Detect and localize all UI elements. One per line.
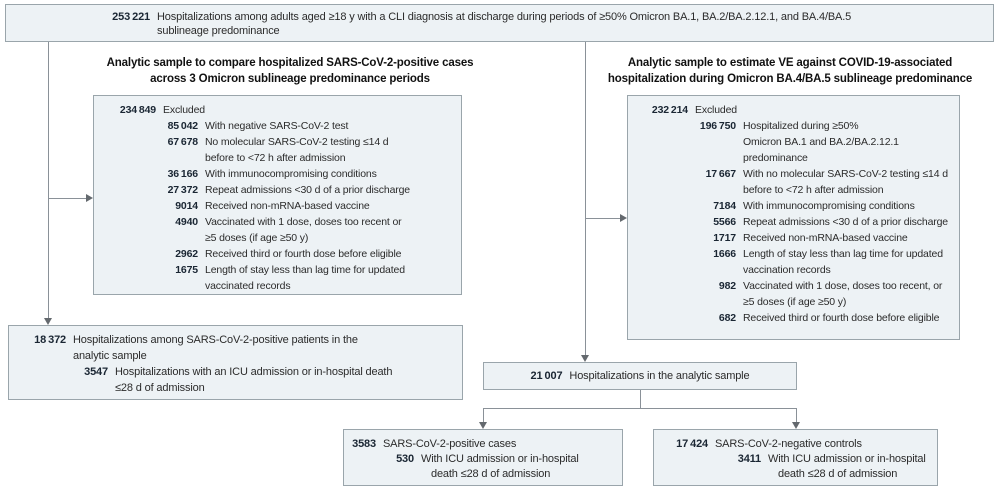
arrowhead-down-controls-icon [792, 422, 800, 429]
analytic-count: 21 007 [530, 370, 563, 382]
excl-reason: Repeat admissions <30 d of a prior discharge [743, 216, 948, 228]
excl-reason-cont: before to <72 h after admission [205, 152, 346, 164]
controls-count: 17 424 [676, 438, 708, 450]
connector-right-vertical [585, 42, 586, 355]
total-label-line2: sublineage predominance [157, 25, 280, 37]
cases-sub-label: With ICU admission or in-hospital [421, 453, 579, 465]
right-header-line1: Analytic sample to estimate VE against COVID-19-associated [627, 57, 953, 69]
excl-count: 1717 [713, 232, 736, 244]
left-excluded-count: 234 849 [119, 104, 156, 116]
excl-reason: Hospitalized during ≥50% [743, 120, 859, 132]
left-excluded-box [93, 95, 462, 295]
left-excluded-label: Excluded [163, 104, 205, 116]
excl-reason-cont: vaccination records [743, 264, 831, 276]
left-result-sub-label: Hospitalizations with an ICU admission or in-hospital death [115, 366, 393, 378]
excl-reason: Received third or fourth dose before eligible [205, 248, 402, 260]
excl-count: 1666 [713, 248, 736, 260]
excl-count: 196 750 [699, 120, 736, 132]
connector-analytic-stub [640, 390, 641, 408]
excl-count: 682 [718, 312, 736, 324]
analytic-label: Hospitalizations in the analytic sample [569, 370, 750, 382]
excl-reason-cont: before to <72 h after admission [743, 184, 884, 196]
excl-reason: With immunocompromising conditions [205, 168, 377, 180]
left-header-line2: across 3 Omicron sublineage predominance periods [150, 72, 430, 85]
excl-reason: Length of stay less than lag time for updated [743, 248, 943, 260]
excl-reason: Received non-mRNA-based vaccine [205, 200, 370, 212]
left-result-sub-label-cont: ≤28 d of admission [115, 382, 205, 394]
excl-count: 85 042 [167, 120, 198, 132]
excl-count: 67 678 [167, 136, 198, 148]
connector-cases-stub [483, 408, 484, 422]
excl-count: 1675 [175, 264, 198, 276]
excl-reason-cont: ≥5 doses (if age ≥50 y) [205, 232, 309, 244]
excl-reason: With no molecular SARS-CoV-2 testing ≤14 d [743, 168, 948, 180]
cases-count: 3583 [352, 438, 376, 450]
controls-label: SARS-CoV-2-negative controls [715, 438, 862, 450]
connector-left-vertical [48, 42, 49, 318]
left-header-line1: Analytic sample to compare hospitalized SARS-CoV-2-positive cases [106, 57, 474, 69]
connector-right-branch [585, 218, 620, 219]
right-column-header [585, 56, 995, 87]
left-result-label: Hospitalizations among SARS-CoV-2-positive patients in the [73, 334, 358, 346]
connector-split-horizontal [483, 408, 796, 409]
excl-reason-cont: predominance [743, 152, 808, 164]
excl-reason-cont: Omicron BA.1 and BA.2/BA.2.12.1 [743, 136, 899, 148]
arrowhead-right-right-icon [620, 214, 627, 222]
excl-reason: No molecular SARS-CoV-2 testing ≤14 d [205, 136, 389, 148]
excl-reason: Received third or fourth dose before eligible [743, 312, 940, 324]
left-result-count: 18 372 [34, 334, 66, 346]
total-count: 253 221 [112, 11, 150, 23]
excl-count: 17 667 [705, 168, 736, 180]
left-column-header [55, 56, 525, 87]
excl-reason-cont: vaccinated records [205, 280, 291, 292]
excl-reason: Repeat admissions <30 d of a prior discharge [205, 184, 410, 196]
right-excluded-count: 232 214 [651, 104, 688, 116]
cases-label: SARS-CoV-2-positive cases [383, 438, 517, 450]
arrowhead-down-left-icon [44, 318, 52, 325]
controls-sub-label: With ICU admission or in-hospital [768, 453, 926, 465]
excl-count: 982 [718, 280, 736, 292]
controls-sub-count: 3411 [737, 453, 761, 465]
right-excluded-box [627, 95, 960, 340]
positive-cases-box [343, 429, 623, 486]
arrowhead-down-right-icon [581, 355, 589, 362]
cases-sub-label-cont: death ≤28 d of admission [431, 468, 551, 480]
cases-sub-count: 530 [396, 453, 414, 465]
excl-count: 2962 [175, 248, 198, 260]
excl-count: 5566 [713, 216, 736, 228]
excl-reason: With negative SARS-CoV-2 test [205, 120, 349, 132]
excl-reason: Vaccinated with 1 dose, doses too recent, or [743, 280, 943, 292]
connector-left-branch [48, 198, 86, 199]
negative-controls-box [653, 429, 938, 486]
excl-reason: With immunocompromising conditions [743, 200, 915, 212]
left-result-label-cont: analytic sample [73, 350, 147, 362]
excl-reason: Vaccinated with 1 dose, doses too recent or [205, 216, 402, 228]
right-header-line2: hospitalization during Omicron BA.4/BA.5 sublineage predominance [607, 72, 973, 85]
left-result-sub-count: 3547 [84, 366, 108, 378]
excl-count: 27 372 [167, 184, 198, 196]
analytic-sample-box [483, 362, 797, 390]
excl-count: 36 166 [167, 168, 198, 180]
controls-sub-label-cont: death ≤28 d of admission [778, 468, 898, 480]
right-excluded-label: Excluded [695, 104, 737, 116]
total-hospitalizations-box [5, 4, 994, 42]
excl-reason-cont: ≥5 doses (if age ≥50 y) [743, 296, 847, 308]
connector-controls-stub [796, 408, 797, 422]
left-analytic-sample-box [8, 325, 463, 400]
excl-count: 7184 [713, 200, 736, 212]
excl-count: 9014 [175, 200, 198, 212]
excl-reason: Length of stay less than lag time for updated [205, 264, 405, 276]
arrowhead-down-cases-icon [479, 422, 487, 429]
excl-reason: Received non-mRNA-based vaccine [743, 232, 908, 244]
total-label-line1: Hospitalizations among adults aged ≥18 y with a CLI diagnosis at discharge during periods of ≥50% Omicron BA.1, BA.2/BA.2.12.1, and BA.4/BA.5 [157, 11, 852, 23]
arrowhead-right-left-icon [86, 194, 93, 202]
excl-count: 4940 [175, 216, 198, 228]
